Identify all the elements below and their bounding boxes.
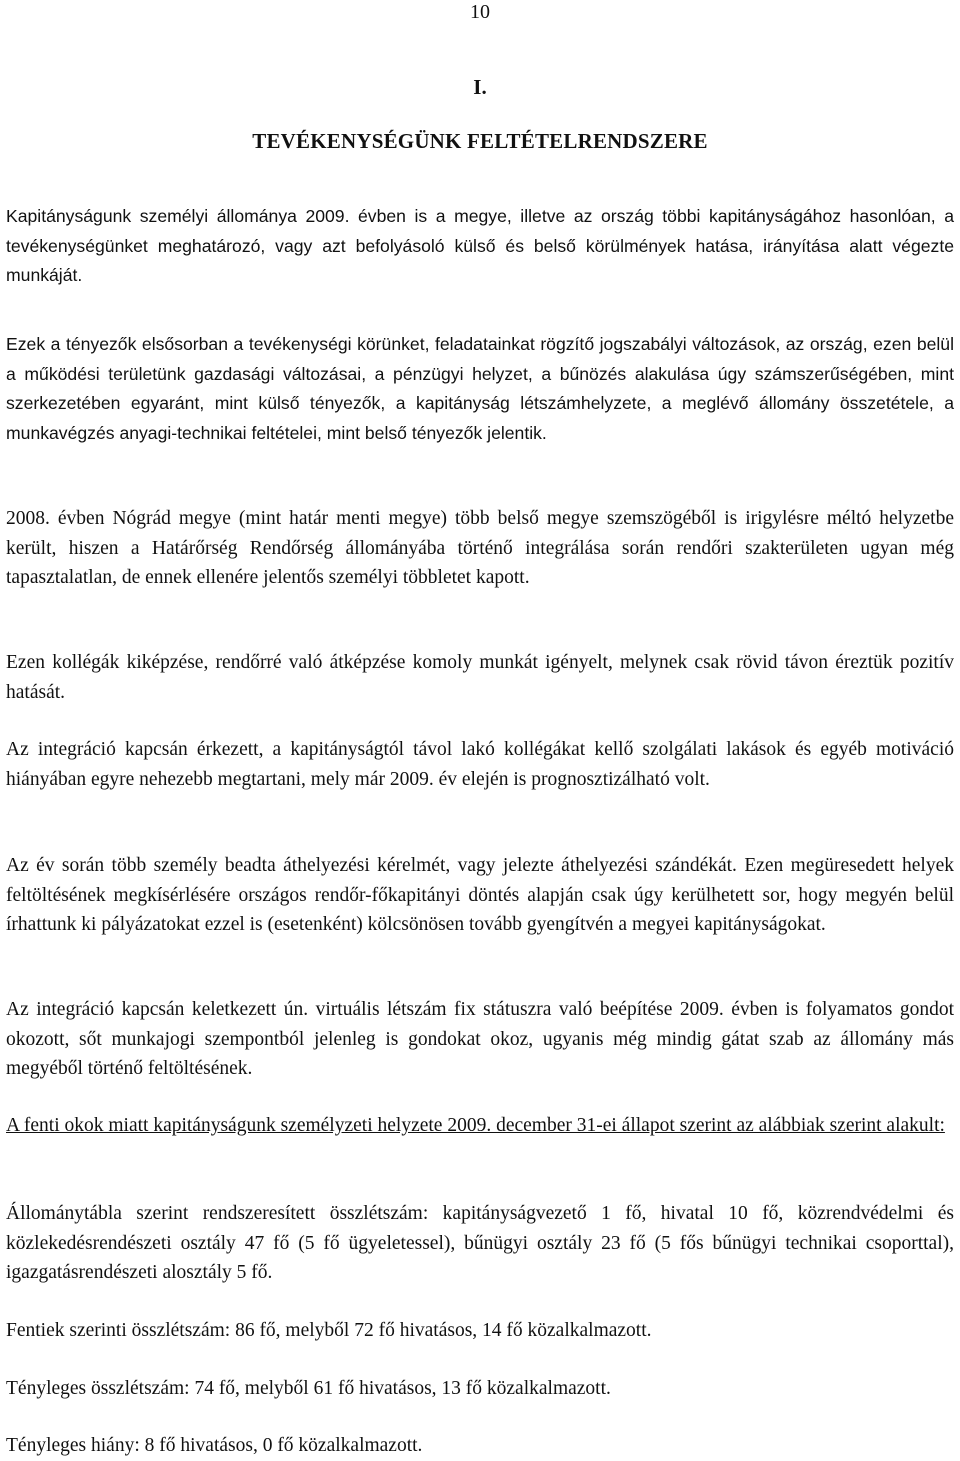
- paragraph-intro: Kapitányságunk személyi állománya 2009. évben is a megye, illetve az ország többi kapitányságához hasonlóan, a tevékenységünket meghatározó, vagy azt befolyásoló külső és belső körülmények hatása, irányítása alatt végezte munkáját.: [6, 206, 954, 285]
- paragraph-transfers: Az év során több személy beadta áthelyezési kérelmét, vagy jelezte áthelyezési szándékát. Ezen megüresedett helyek feltöltésének megkísérlésére országos rendőr-főkapitányi döntés alapján csak úgy kerülhetett sor, hogy megyén belül írhattunk ki pályázatokat ezzel is (esetenként) kölcsönösen tovább gyengítvén a megyei kapitányságokat.: [6, 855, 954, 935]
- paragraph-actual-headcount: Tényleges összlétszám: 74 fő, melyből 61 fő hivatásos, 13 fő közalkalmazott.: [6, 1378, 611, 1399]
- paragraph-actual-shortage: Tényleges hiány: 8 fő hivatásos, 0 fő közalkalmazott.: [6, 1435, 423, 1456]
- page-number: 10: [470, 1, 490, 23]
- paragraph-virtual-headcount: Az integráció kapcsán keletkezett ún. virtuális létszám fix státuszra való beépítése 2009. évben is folyamatos gondot okozott, sőt munkajogi szempontból jelenleg is gondokat okoz, ugyanis még mindig gátat szab az állomány más megyéből történő feltöltésének.: [6, 999, 954, 1079]
- paragraph-training: Ezen kollégák kiképzése, rendőrré való átképzése komoly munkát igényelt, melynek csak rövid távon éreztük pozitív hatását.: [6, 652, 954, 703]
- paragraph-total-headcount: Fentiek szerinti összlétszám: 86 fő, melyből 72 fő hivatásos, 14 fő közalkalmazott.: [6, 1320, 652, 1341]
- paragraph-factors: Ezek a tényezők elsősorban a tevékenységi körünket, feladatainkat rögzítő jogszabályi változások, az ország, ezen belül a működési területünk gazdasági változásai, a pénzügyi helyzet, a bűnözés alakulása úgy számszerűségében, mint szerkezetében egyaránt, mint külső tényezők, a kapitányság létszámhelyzete, a meglévő állomány összetétele, a munkavégzés anyagi-technikai feltételei, mint belső tényezők jelentik.: [6, 334, 954, 443]
- chapter-title: TEVÉKENYSÉGÜNK FELTÉTELRENDSZERE: [252, 129, 708, 153]
- paragraph-2008: 2008. évben Nógrád megye (mint határ menti megye) több belső megye szemszögéből is irigylésre méltó helyzetbe került, hiszen a Határőrség Rendőrség állományába történő integrálása során rendőri szakterületen ugyan még tapasztalatlan, de ennek ellenére jelentős személyi többletet kapott.: [6, 508, 954, 588]
- paragraph-staff-table: Állománytábla szerint rendszeresített összlétszám: kapitányságvezető 1 fő, hivatal 10 fő, közrendvédelmi és közlekedésrendészeti osztály 47 fő (5 fő ügyeletessel), bűnügyi osztály 23 fő (5 fős bűnügyi technikai csoporttal), igazgatásrendészeti alosztály 5 fő.: [6, 1203, 954, 1283]
- chapter-number: I.: [473, 75, 487, 99]
- paragraph-staffing-heading: A fenti okok miatt kapitányságunk személyzeti helyzete 2009. december 31-ei állapot szerint az alábbiak szerint alakult:: [6, 1115, 945, 1136]
- paragraph-integration: Az integráció kapcsán érkezett, a kapitányságtól távol lakó kollégákat kellő szolgálati lakások és egyéb motiváció hiányában egyre nehezebb megtartani, mely már 2009. év elején is prognosztizálható volt.: [6, 739, 954, 790]
